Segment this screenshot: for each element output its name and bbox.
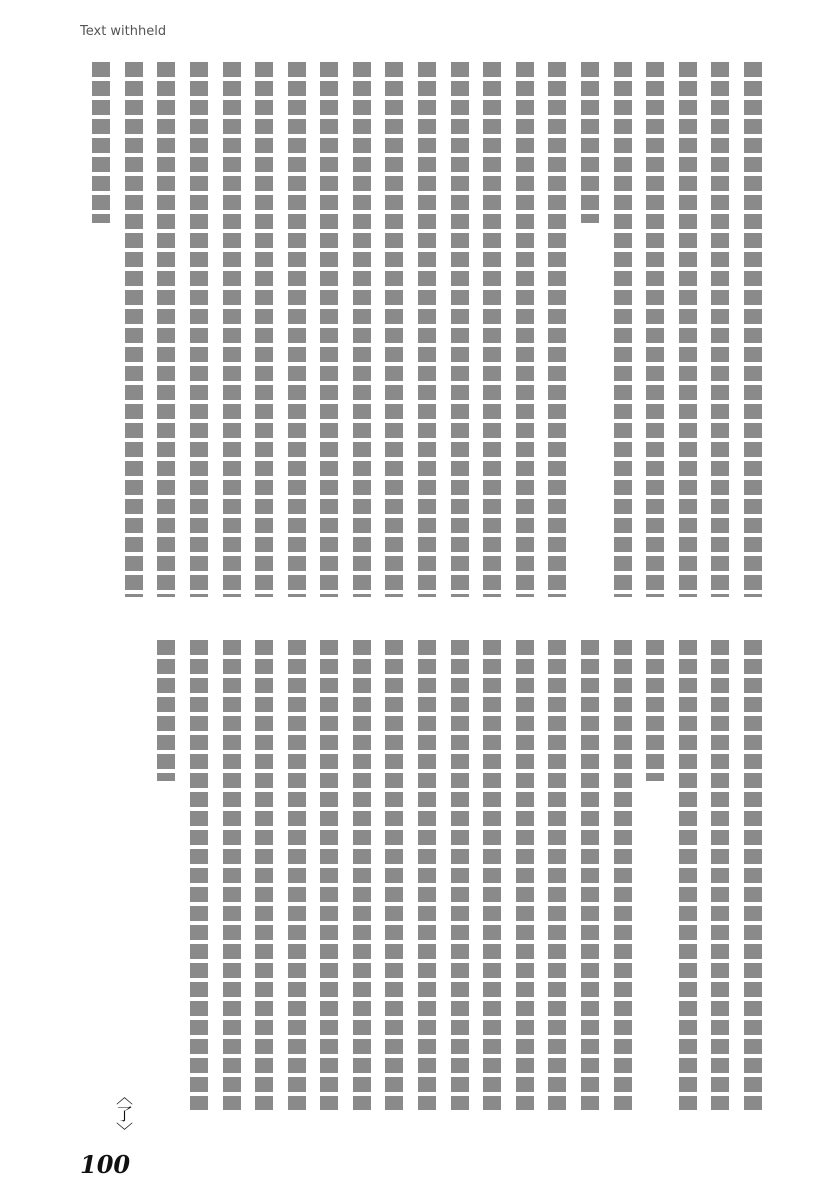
text-column-placeholder — [157, 640, 175, 781]
text-column-placeholder — [581, 62, 599, 223]
text-column-placeholder — [353, 640, 371, 1110]
text-column-placeholder — [320, 640, 338, 1110]
text-column-placeholder — [353, 62, 371, 597]
text-column-placeholder — [418, 62, 436, 597]
page-number: 100 — [80, 1150, 131, 1179]
text-column-placeholder — [92, 62, 110, 223]
text-column-placeholder — [190, 62, 208, 597]
text-column-placeholder — [581, 640, 599, 1110]
text-column-placeholder — [190, 640, 208, 1110]
text-column-placeholder — [646, 640, 664, 781]
text-column-placeholder — [744, 640, 762, 1110]
text-column-placeholder — [255, 62, 273, 597]
text-column-placeholder — [451, 62, 469, 597]
text-column-placeholder — [646, 62, 664, 597]
text-column-placeholder — [418, 640, 436, 1110]
text-column-placeholder — [483, 640, 501, 1110]
text-column-placeholder — [255, 640, 273, 1110]
text-column-placeholder — [744, 62, 762, 597]
text-column-placeholder — [320, 62, 338, 597]
text-column-placeholder — [385, 62, 403, 597]
text-column-placeholder — [679, 640, 697, 1110]
text-column-placeholder — [516, 640, 534, 1110]
text-column-placeholder — [711, 640, 729, 1110]
text-column-placeholder — [614, 62, 632, 597]
text-column-placeholder — [223, 62, 241, 597]
text-column-placeholder — [548, 62, 566, 597]
text-column-placeholder — [223, 640, 241, 1110]
bottom-text-tier — [157, 640, 762, 1110]
text-column-placeholder — [157, 62, 175, 597]
text-column-placeholder — [516, 62, 534, 597]
text-column-placeholder — [385, 640, 403, 1110]
text-column-placeholder — [711, 62, 729, 597]
text-column-placeholder — [614, 640, 632, 1110]
text-column-placeholder — [451, 640, 469, 1110]
top-text-tier — [92, 62, 762, 597]
text-column-placeholder — [288, 62, 306, 597]
text-column-placeholder — [679, 62, 697, 597]
text-column-placeholder — [548, 640, 566, 1110]
text-column-placeholder — [483, 62, 501, 597]
text-column-placeholder — [125, 62, 143, 597]
end-mark: 〈了〉 — [112, 1088, 132, 1139]
text-column-placeholder — [288, 640, 306, 1110]
withheld-text-note: Text withheld — [80, 24, 167, 39]
